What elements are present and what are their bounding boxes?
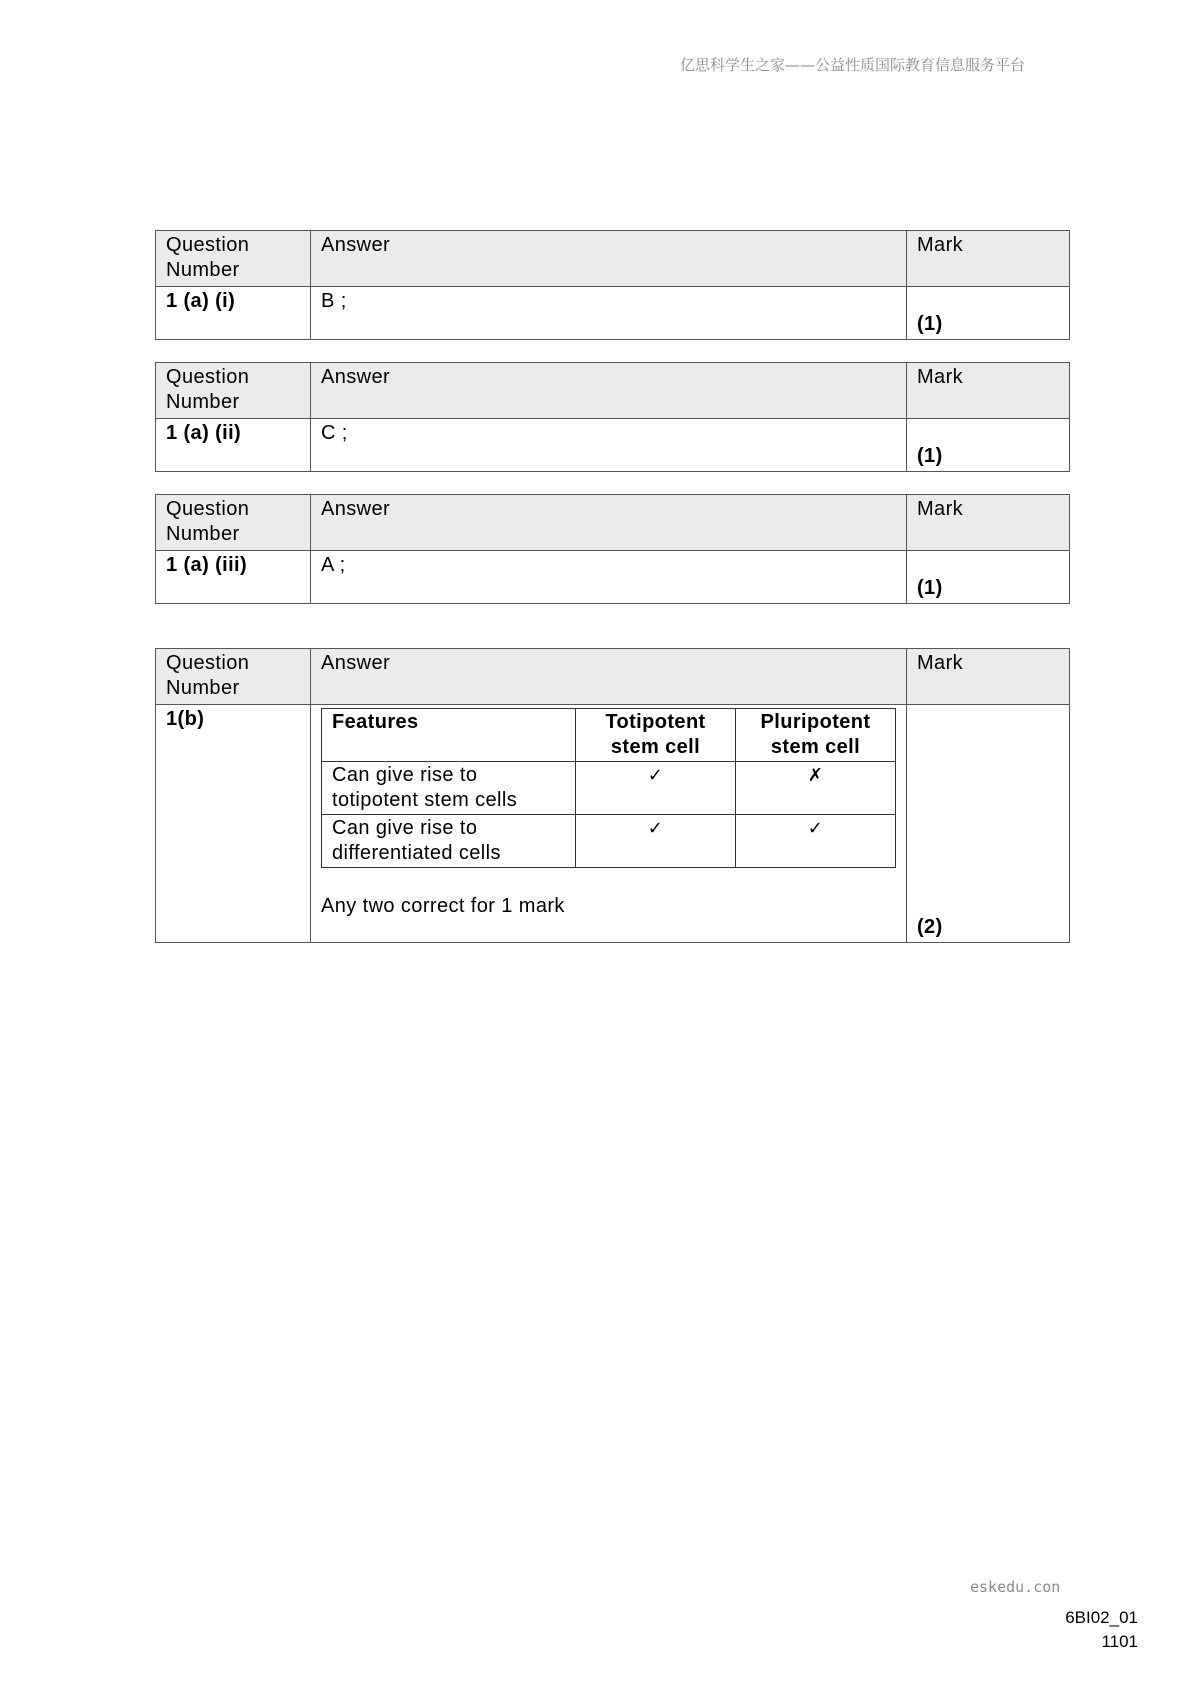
- question-number-header: Question Number: [156, 495, 311, 551]
- answer-header: Answer: [311, 649, 907, 705]
- answer-header: Answer: [311, 495, 907, 551]
- cross-icon: ✗: [736, 762, 896, 815]
- question-number-header: Question Number: [156, 363, 311, 419]
- check-icon: ✓: [736, 815, 896, 868]
- footer-paper-code: [1065, 1606, 1138, 1654]
- mark-header: Mark: [907, 231, 1070, 287]
- question-number: 1 (a) (iii): [156, 551, 311, 604]
- mark-scheme-table-1aii: [155, 362, 1070, 472]
- mark-scheme-table-1aiii: [155, 494, 1070, 604]
- table-row: [156, 705, 1070, 943]
- table-header-row: [156, 363, 1070, 419]
- answer-cell: B ;: [311, 287, 907, 340]
- question-number: 1 (a) (ii): [156, 419, 311, 472]
- footer-site-watermark: eskedu.con: [970, 1578, 1061, 1596]
- table-row: [322, 815, 896, 868]
- mark-header: Mark: [907, 649, 1070, 705]
- answer-cell: C ;: [311, 419, 907, 472]
- totipotent-header: Totipotent stem cell: [576, 709, 736, 762]
- answer-header: Answer: [311, 363, 907, 419]
- answer-cell: [311, 705, 907, 943]
- table-row: [156, 287, 1070, 340]
- answer-header: Answer: [311, 231, 907, 287]
- question-number: 1 (a) (i): [156, 287, 311, 340]
- mark-value: (1): [917, 445, 943, 467]
- stem-cell-features-table: [321, 708, 896, 868]
- paper-session: 1101: [1101, 1632, 1138, 1651]
- features-header: Features: [322, 709, 576, 762]
- mark-value: (2): [917, 916, 943, 938]
- mark-cell: [907, 419, 1070, 472]
- table-header-row: [156, 649, 1070, 705]
- marking-note: Any two correct for 1 mark: [321, 895, 565, 917]
- question-number: 1(b): [156, 705, 311, 943]
- mark-value: (1): [917, 577, 943, 599]
- check-icon: ✓: [576, 815, 736, 868]
- mark-header: Mark: [907, 363, 1070, 419]
- table-header-row: [156, 231, 1070, 287]
- answer-cell: A ;: [311, 551, 907, 604]
- feature-label: Can give rise to differentiated cells: [322, 815, 576, 868]
- mark-scheme-table-1b: [155, 648, 1070, 943]
- mark-cell: [907, 287, 1070, 340]
- mark-cell: [907, 705, 1070, 943]
- table-row: [156, 419, 1070, 472]
- check-icon: ✓: [576, 762, 736, 815]
- table-row: [322, 762, 896, 815]
- mark-scheme-table-1ai: [155, 230, 1070, 340]
- paper-code: 6BI02_01: [1065, 1608, 1138, 1627]
- question-number-header: Question Number: [156, 649, 311, 705]
- mark-header: Mark: [907, 495, 1070, 551]
- pluripotent-header: Pluripotent stem cell: [736, 709, 896, 762]
- question-number-header: Question Number: [156, 231, 311, 287]
- mark-cell: [907, 551, 1070, 604]
- table-header-row: [156, 495, 1070, 551]
- mark-value: (1): [917, 313, 943, 335]
- feature-label: Can give rise to totipotent stem cells: [322, 762, 576, 815]
- header-watermark: 亿思科学生之家——公益性质国际教育信息服务平台: [680, 56, 1026, 74]
- table-row: [156, 551, 1070, 604]
- inner-header-row: [322, 709, 896, 762]
